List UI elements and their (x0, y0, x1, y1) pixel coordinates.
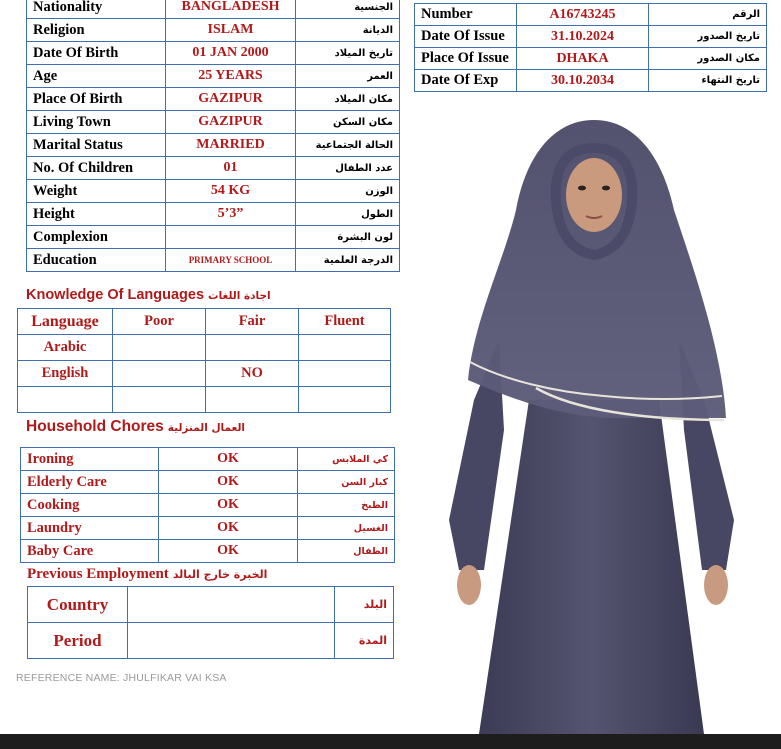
detail-value: PRIMARY SCHOOL (166, 249, 296, 272)
chore-row-laundry (21, 517, 395, 540)
passport-label: Number (415, 4, 517, 26)
passport-row-place-of-issue (415, 48, 767, 70)
chores-heading-arabic: العمال المنزلية (167, 422, 246, 434)
detail-value: BANGLADESH (166, 0, 296, 19)
detail-label: Complexion (27, 226, 166, 249)
detail-value (166, 226, 296, 249)
chore-row-elderly-care (21, 471, 395, 494)
passport-details-table (414, 3, 767, 92)
chore-label: Laundry (21, 517, 159, 540)
detail-label: Marital Status (27, 134, 166, 157)
detail-value: ISLAM (166, 19, 296, 42)
languages-table (17, 308, 391, 413)
chore-value: OK (159, 540, 298, 563)
languages-header-row (18, 309, 391, 335)
detail-arabic-label: عدد الطفال (296, 157, 400, 180)
languages-heading-arabic: اجادة اللغات (208, 290, 271, 302)
chore-label: Elderly Care (21, 471, 159, 494)
detail-label: Religion (27, 19, 166, 42)
chores-heading-text: Household Chores (26, 418, 164, 435)
language-row-english (18, 361, 391, 387)
language-name (18, 387, 113, 413)
passport-value: 31.10.2024 (517, 26, 649, 48)
employment-value (128, 587, 335, 623)
detail-row-nationality (27, 0, 400, 19)
left-hand (457, 565, 481, 605)
passport-value: DHAKA (517, 48, 649, 70)
detail-row-education (27, 249, 400, 272)
employment-arabic-label: المدة (335, 623, 394, 659)
detail-arabic-label: لون البشرة (296, 226, 400, 249)
detail-row-height (27, 203, 400, 226)
detail-label: Education (27, 249, 166, 272)
reference-name: REFERENCE NAME: JHULFIKAR VAI KSA (16, 672, 227, 684)
detail-label: Living Town (27, 111, 166, 134)
detail-row-living-town (27, 111, 400, 134)
language-level-cell (113, 387, 206, 413)
language-level-cell (299, 387, 391, 413)
detail-value: 5’3” (166, 203, 296, 226)
detail-row-place-of-birth (27, 88, 400, 111)
face (566, 158, 622, 232)
chore-label: Baby Care (21, 540, 159, 563)
detail-arabic-label: الوزن (296, 180, 400, 203)
languages-heading (26, 287, 271, 303)
employment-row-period (28, 623, 394, 659)
detail-row-age (27, 65, 400, 88)
passport-label: Date Of Exp (415, 70, 517, 92)
detail-arabic-label: العمر (296, 65, 400, 88)
chore-label: Cooking (21, 494, 159, 517)
column-header: Fluent (299, 309, 391, 335)
language-level-cell (299, 361, 391, 387)
column-header: Fair (206, 309, 299, 335)
language-level-cell: NO (206, 361, 299, 387)
page-right-margin (767, 0, 781, 734)
detail-row-date-of-birth (27, 42, 400, 65)
employment-arabic-label: البلد (335, 587, 394, 623)
chore-arabic-label: كبار السن (298, 471, 395, 494)
detail-label: Height (27, 203, 166, 226)
passport-value: 30.10.2034 (517, 70, 649, 92)
chore-value: OK (159, 448, 298, 471)
detail-label: Nationality (27, 0, 166, 19)
dress-skirt (479, 400, 704, 734)
detail-label: Weight (27, 180, 166, 203)
passport-row-number (415, 4, 767, 26)
viewer-bottom-bar (0, 734, 781, 749)
employment-heading-text: Previous Employment (27, 566, 169, 582)
passport-arabic-label: تاريخ الصدور (649, 26, 767, 48)
detail-arabic-label: الدرجة العلمية (296, 249, 400, 272)
passport-label: Date Of Issue (415, 26, 517, 48)
detail-arabic-label: مكان الميلاد (296, 88, 400, 111)
detail-value: 25 YEARS (166, 65, 296, 88)
personal-details-table (26, 0, 400, 272)
employment-heading-arabic: الخبرة خارج البالد (172, 568, 268, 581)
left-eye (578, 186, 586, 191)
passport-value: A16743245 (517, 4, 649, 26)
chore-row-cooking (21, 494, 395, 517)
chore-label: Ironing (21, 448, 159, 471)
detail-arabic-label: تاريخ الميلاد (296, 42, 400, 65)
detail-value: MARRIED (166, 134, 296, 157)
detail-value: 01 JAN 2000 (166, 42, 296, 65)
detail-label: Place Of Birth (27, 88, 166, 111)
detail-row-complexion (27, 226, 400, 249)
languages-heading-text: Knowledge Of Languages (26, 287, 205, 303)
chore-arabic-label: الطفال (298, 540, 395, 563)
household-chores-table (20, 447, 395, 563)
chore-arabic-label: الطبخ (298, 494, 395, 517)
detail-arabic-label: الجنسية (296, 0, 400, 19)
employment-label: Country (28, 587, 128, 623)
chore-arabic-label: الغسيل (298, 517, 395, 540)
detail-label: Age (27, 65, 166, 88)
employment-label: Period (28, 623, 128, 659)
detail-arabic-label: الديانة (296, 19, 400, 42)
language-level-cell (113, 335, 206, 361)
passport-arabic-label: الرقم (649, 4, 767, 26)
detail-arabic-label: الحالة الجتماعية (296, 134, 400, 157)
column-header: Language (18, 309, 113, 335)
language-name: English (18, 361, 113, 387)
detail-row-religion (27, 19, 400, 42)
passport-label: Place Of Issue (415, 48, 517, 70)
right-eye (602, 186, 610, 191)
passport-row-date-of-issue (415, 26, 767, 48)
detail-row-marital-status (27, 134, 400, 157)
detail-row-weight (27, 180, 400, 203)
language-level-cell (206, 387, 299, 413)
chore-arabic-label: كي الملابس (298, 448, 395, 471)
employment-value (128, 623, 335, 659)
language-row-arabic (18, 335, 391, 361)
language-level-cell (113, 361, 206, 387)
detail-value: 54 KG (166, 180, 296, 203)
column-header: Poor (113, 309, 206, 335)
detail-value: GAZIPUR (166, 111, 296, 134)
chores-heading (26, 418, 245, 436)
passport-row-date-of-expiry (415, 70, 767, 92)
chore-value: OK (159, 471, 298, 494)
employment-row-country (28, 587, 394, 623)
detail-row-children (27, 157, 400, 180)
chore-value: OK (159, 517, 298, 540)
passport-arabic-label: مكان الصدور (649, 48, 767, 70)
chore-row-baby-care (21, 540, 395, 563)
chore-row-ironing (21, 448, 395, 471)
detail-label: Date Of Birth (27, 42, 166, 65)
detail-label: No. Of Children (27, 157, 166, 180)
language-level-cell (299, 335, 391, 361)
language-level-cell (206, 335, 299, 361)
right-hand (704, 565, 728, 605)
detail-arabic-label: مكان السكن (296, 111, 400, 134)
passport-arabic-label: تاريخ النتهاء (649, 70, 767, 92)
detail-value: 01 (166, 157, 296, 180)
chore-value: OK (159, 494, 298, 517)
language-row-empty (18, 387, 391, 413)
detail-value: GAZIPUR (166, 88, 296, 111)
previous-employment-table (27, 586, 394, 659)
language-name: Arabic (18, 335, 113, 361)
detail-arabic-label: الطول (296, 203, 400, 226)
candidate-photo (404, 100, 781, 734)
employment-heading (27, 566, 267, 583)
